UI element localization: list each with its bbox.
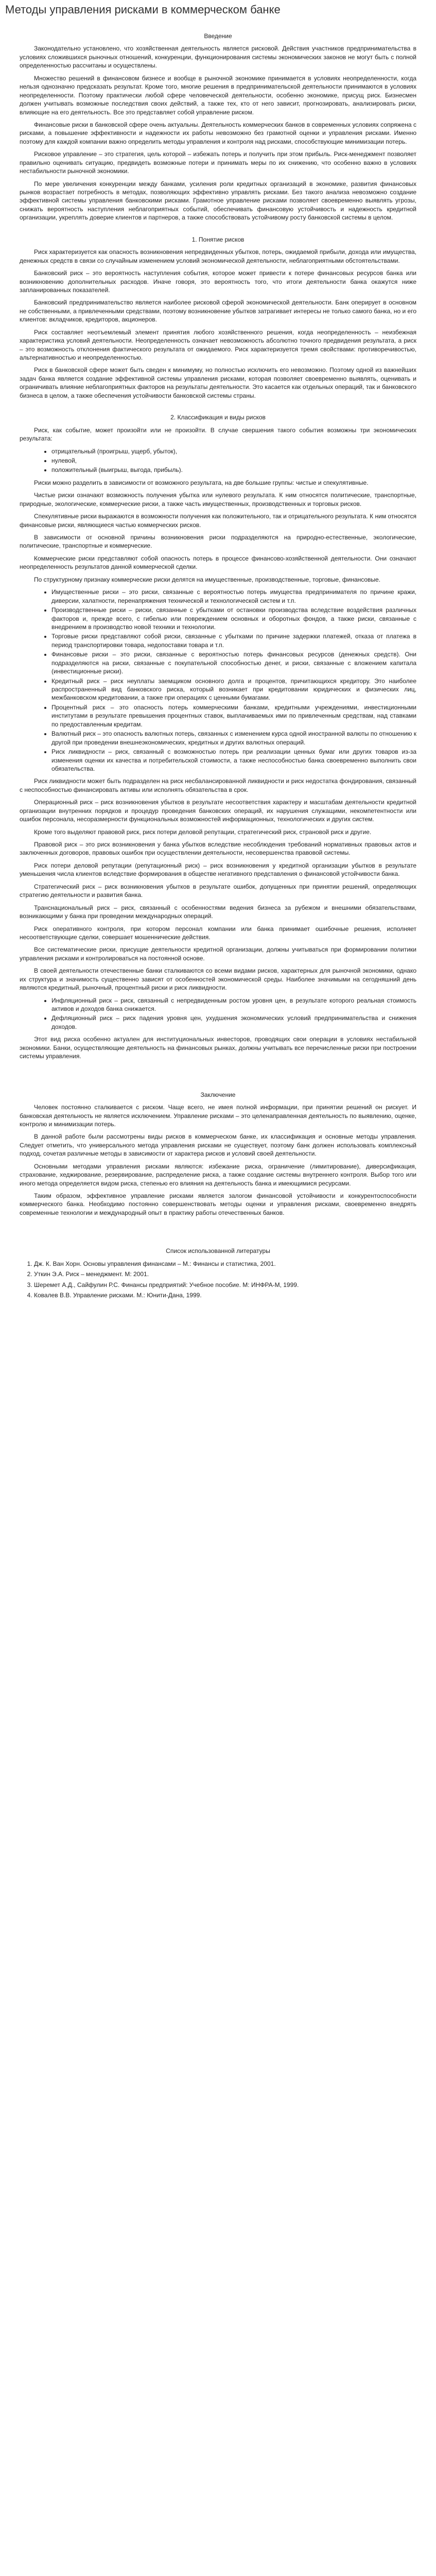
intro-paragraph: Законодательно установлено, что хозяйственная деятельность является рисковой. Действия участников предпринимательства в условиях сложившихся рыночных отношений, конкуренции, функционирования системы экономических законов не могут быть с полной определенностью рассчитаны и осуществлены. [20,45,416,70]
outcomes-list [20,447,416,474]
risk-types-list [20,588,416,773]
reference-item: 3. Шеремет А.Д., Сайфулин Р.С. Финансы предприятий: Учебное пособие. М: ИНФРА-М, 1999. [34,1281,416,1289]
list-item: • Риск ликвидности – риск, связанный с возможностью потерь при реализации ценных бумаг или других товаров из-за изменения оценки их качества и потребительской стоимости, а также неспособностью банка своевременно выполнить свои обязательства. [51,748,416,773]
part2-paragraph: По структурному признаку коммерческие риски делятся на имущественные, производственные, торговые, финансовые. [34,575,381,583]
part1-paragraph: Риск составляет неотъемлемый элемент принятия любого хозяйственного решения, когда неопределенность – неизбежная характеристика условий деятельности. Неопределенность означает невозможность абсолютно точного предвидения результата, а риск – это возможность отклонения фактического результата от ожидаемого. Риск характеризуется тремя свойствами: противоречивостью, альтернативностью и неопределенностью. [20,328,416,361]
part2-paragraph: Спекулятивные риски выражаются в возможности получения как положительного, так и отрицательного результата. К ним относятся финансовые риски, являющиеся частью коммерческих рисков. [20,513,416,529]
intro-title: Введение [204,32,232,40]
conclusion-paragraph: Основными методами управления рисками являются: избежание риска, ограничение (лимитирование), диверсификация, страхование, хеджирование, резервирование, распределение риска, а также создание системы внутреннего контроля. Выбор того или иного метода определяется видом риска, степенью его влияния на деятельность банка и имеющимися ресурсами. [20,1162,416,1187]
part2-paragraph: В зависимости от основной причины возникновения риски подразделяются на природно-естественные, экологические, политические, транспортные и коммерческие. [20,534,416,550]
list-item: • отрицательный (проигрыш, ущерб, убыток), [51,447,416,455]
part1-paragraph: Банковский риск – это вероятность наступления события, которое может привести к потере финансовых ресурсов банка или возникновению дополнительных расходов. Иначе говоря, это вероятность того, что итоги деятельности банка окажутся ниже запланированных показателей. [20,269,416,294]
part2-paragraph: Кроме того выделяют правовой риск, риск потери деловой репутации, стратегический риск, страновой риск и другие. [34,828,372,836]
list-item: • Кредитный риск – риск неуплаты заемщиком основного долга и процентов, причитающихся кредитору. Это наиболее распространенный вид банковского риска, который возникает при кредитовании юридических и физических лиц, межбанковском кредитовании, а также при операциях с ценными бумагами. [51,677,416,702]
part2-paragraph: Чистые риски означают возможность получения убытка или нулевого результата. К ним относятся политические, транспортные, природные, экологические, коммерческие риски, а также часть имущественных, производственных и торговых рисков. [20,492,416,507]
part2-paragraph: Риск ликвидности может быть подразделен на риск несбалансированной ликвидности и риск недостатка фондирования, связанный с неспособностью финансировать активы или исполнять обязательства в срок. [20,777,416,793]
intro-paragraph: Множество решений в финансовом бизнесе и вообще в рыночной экономике принимается в условиях неопределенности, когда нельзя однозначно предсказать результат. Кроме того, многие решения в предпринимательской деятельности принимаются в условиях неопределенности. Поэтому практически любой сфере человеческой деятельности, особенно экономике, присущ риск. Бизнесмен должен учитывать возможные последствия своих действий, а также тех, кто от него зависит, прогнозировать, анализировать риски, влияющие на его деятельность. Все это представляет собой управление риском. [20,74,416,116]
part2-paragraph: Операционный риск – риск возникновения убытков в результате несоответствия характеру и масштабам деятельности кредитной организации внутренних порядков и процедур проведения банковских операций, их нарушения служащими, некомпетентности или ошибок персонала, несоразмерности функциональных возможностей информационных, технологических и других систем. [20,799,416,823]
conclusion-paragraph: Человек постоянно сталкивается с риском. Чаще всего, не имея полной информации, при принятии решений он рискует. И банковская деятельность не является исключением. Управление рисками – это целенаправленная деятельность по выявлению, оценке, контролю и минимизации потерь. [20,1104,416,1128]
part2-title: 2. Классификация и виды рисков [170,414,266,421]
part1-title: 1. Понятие рисков [191,235,245,243]
extra-types-list [20,996,416,1031]
list-item: • Дефляционный риск – риск падения уровня цен, ухудшения экономических условий предпринимательства и снижения доходов. [51,1014,416,1031]
part2-paragraph: Риск потери деловой репутации (репутационный риск) – риск возникновения у кредитной организации убытков в результате уменьшения числа клиентов вследствие формирования в обществе негативного представления о финансовой устойчивости банка. [20,861,416,878]
part1-paragraph: Риск в банковской сфере может быть сведен к минимуму, но полностью исключить его невозможно. Поэтому одной из важнейших задач банка является создание эффективной системы управления рисками, которая позволяет своевременно выявлять, оценивать и ограничивать влияние неблагоприятных факторов на результаты деятельности. Это касается как отдельных операций, так и банковского бизнеса в целом, а также обеспечения устойчивости банковской системы страны. [20,366,416,399]
list-item: • Валютный риск – это опасность валютных потерь, связанных с изменением курса одной иностранной валюты по отношению к другой при проведении внешнеэкономических, кредитных и других валютных операций. [51,730,416,747]
references-title: Список использованной литературы [166,1247,270,1255]
part2-closing: Этот вид риска особенно актуален для институциональных инвесторов, проводящих свои операции в условиях нестабильной экономики. Банки, осуществляющие деятельность на финансовых рынках, должны учитывать все перечисленные риски при построении системы управления. [20,1036,416,1060]
part2-paragraph: Правовой риск – это риск возникновения у банка убытков вследствие несоблюдения требований нормативных правовых актов и заключенных договоров, правовых ошибок при осуществлении деятельности, несовершенства правовой системы. [20,841,416,857]
part2-paragraph: Риски можно разделить в зависимости от возможного результата, на две большие группы: чистые и спекулятивные. [34,479,369,486]
part2-paragraph: В своей деятельности отечественные банки сталкиваются со всеми видами рисков, характерных для рыночной экономики, однако их структура и значимость существенно зависят от особенностей экономической среды. Наиболее значимыми на сегодняшний день являются кредитный, рыночный, процентный риски и риск ликвидности. [20,967,416,992]
conclusion-paragraph: В данной работе были рассмотрены виды рисков в коммерческом банке, их классификация и основные методы управления. Следует отметить, что универсального метода управления рисками не существует, поэтому банк должен использовать комплексный подход, сочетая различные методы в зависимости от характера рисков и условий своей деятельности. [20,1133,416,1158]
part2-paragraph: Коммерческие риски представляют собой опасность потерь в процессе финансово-хозяйственной деятельности. Они означают неопределенность результатов данной коммерческой сделки. [20,554,416,571]
list-item: • Производственные риски – риски, связанные с убытками от остановки производства вследствие воздействия различных факторов и, прежде всего, с гибелью или повреждением основных и оборотных фондов, а также риски, связанные с внедрением в производство новой техники и технологии. [51,606,416,631]
conclusion-paragraph: Таким образом, эффективное управление рисками является залогом финансовой устойчивости и конкурентоспособности коммерческого банка. Необходимо постоянно совершенствовать методы оценки и управления рисками, своевременно внедрять современные технологии и международный опыт в практику работы отечественных банков. [20,1192,416,1216]
part2-paragraph: Стратегический риск – риск возникновения убытков в результате ошибок, допущенных при принятии решений, определяющих стратегию деятельности и развития банка. [20,883,416,899]
list-item: • Инфляционный риск – риск, связанный с непредвиденным ростом уровня цен, в результате которого реальная стоимость активов и доходов банка снижается. [51,996,416,1013]
document-body [0,16,436,1300]
part1-paragraph: Риск характеризуется как опасность возникновения непредвиденных убытков, потерь, ожидаемой прибыли, дохода или имущества, денежных средств в связи со случайным изменением условий экономической деятельности, неблагоприятными обстоятельствами. [20,248,416,264]
list-item: • нулевой, [51,456,416,465]
intro-paragraph: По мере увеличения конкуренции между банками, усиления роли кредитных организаций в экономике, развития финансовых рынков возрастает потребность в методах, позволяющих эффективно управлять рисками. Без такого анализа невозможно создание эффективной системы управления банковскими рисками. Грамотное управление рисками позволяет своевременно выявлять угрозы, снижать вероятность наступления неблагоприятных событий, обеспечивать финансовую устойчивость и надежность кредитной организации, укреплять доверие клиентов и партнеров, а также способствовать устойчивому росту банковской системы в целом. [20,180,416,222]
references-list [20,1260,416,1300]
intro-paragraph: Рисковое управление – это стратегия, цель которой – избежать потерь и получить при этом прибыль. Риск-менеджмент позволяет правильно оценивать ситуацию, предвидеть возможные потери и принимать меры по их снижению, что особенно важно в условиях нестабильности рыночной экономики. [20,150,416,175]
part2-lead: Риск, как событие, может произойти или не произойти. В случае свершения такого события возможны три экономических результата: [20,426,416,443]
list-item: • Финансовые риски – это риски, связанные с вероятностью потерь финансовых ресурсов (денежных средств). Они подразделяются на риски, связанные с покупательной способностью денег, и риски, связанные с вложением капитала (инвестиционные риски). [51,650,416,675]
part2-paragraph: Все систематические риски, присущие деятельности кредитной организации, должны учитываться при формировании политики управления рисками и контролироваться на постоянной основе. [20,946,416,962]
list-item: • положительный (выигрыш, выгода, прибыль). [51,466,416,474]
intro-paragraph: Финансовые риски в банковской сфере очень актуальны. Деятельность коммерческих банков в современных условиях сопряжена с рисками, а повышение эффективности и надежности их работы невозможно без грамотной оценки и управления рисками. Именно поэтому для каждой компании важно определить методы управления и контроля над рисками, способствующие минимизации потерь. [20,121,416,145]
list-item: • Торговые риски представляют собой риски, связанные с убытками по причине задержки платежей, отказа от платежа в период транспортировки товара, недопоставки товара и т.п. [51,632,416,649]
reference-item: 1. Дж. К. Ван Хорн. Основы управления финансами – М.: Финансы и статистика, 2001. [34,1260,416,1268]
page-title: Методы управления рисками в коммерческом банке [5,3,281,16]
part2-paragraph: Транснациональный риск – риск, связанный с особенностями ведения бизнеса за рубежом и внешними обязательствами, возникающими у банка при проведении международных операций. [20,904,416,920]
reference-item: 4. Ковалев В.В. Управление рисками. М.: Юнити-Дана, 1999. [34,1291,416,1299]
part1-paragraph: Банковский предпринимательство является наиболее рисковой сферой экономической деятельности. Банк оперирует в основном не собственными, а привлеченными средствами, поэтому возникновение убытков затрагивает интересы не только самого банка, но и его клиентов: вкладчиков, кредиторов, акционеров. [20,299,416,324]
part2-paragraph: Риск оперативного контроля, при котором персонал компании или банка принимает ошибочные решения, исполняет несоответствующие сделки, совершает мошеннические действия. [20,925,416,941]
reference-item: 2. Уткин Э.А. Риск – менеджмент. М: 2001. [34,1270,416,1278]
list-item: • Процентный риск – это опасность потерь коммерческими банками, кредитными учреждениями, инвестиционными институтами в результате превышения процентных ставок, выплачиваемых ими по привлеченным средствам, над ставками по предоставленным кредитам. [51,703,416,728]
list-item: • Имущественные риски – это риски, связанные с вероятностью потерь имущества предпринимателя по причине кражи, диверсии, халатности, перенапряжения технической и технологической систем и т.п. [51,588,416,605]
conclusion-title: Заключение [200,1091,236,1098]
